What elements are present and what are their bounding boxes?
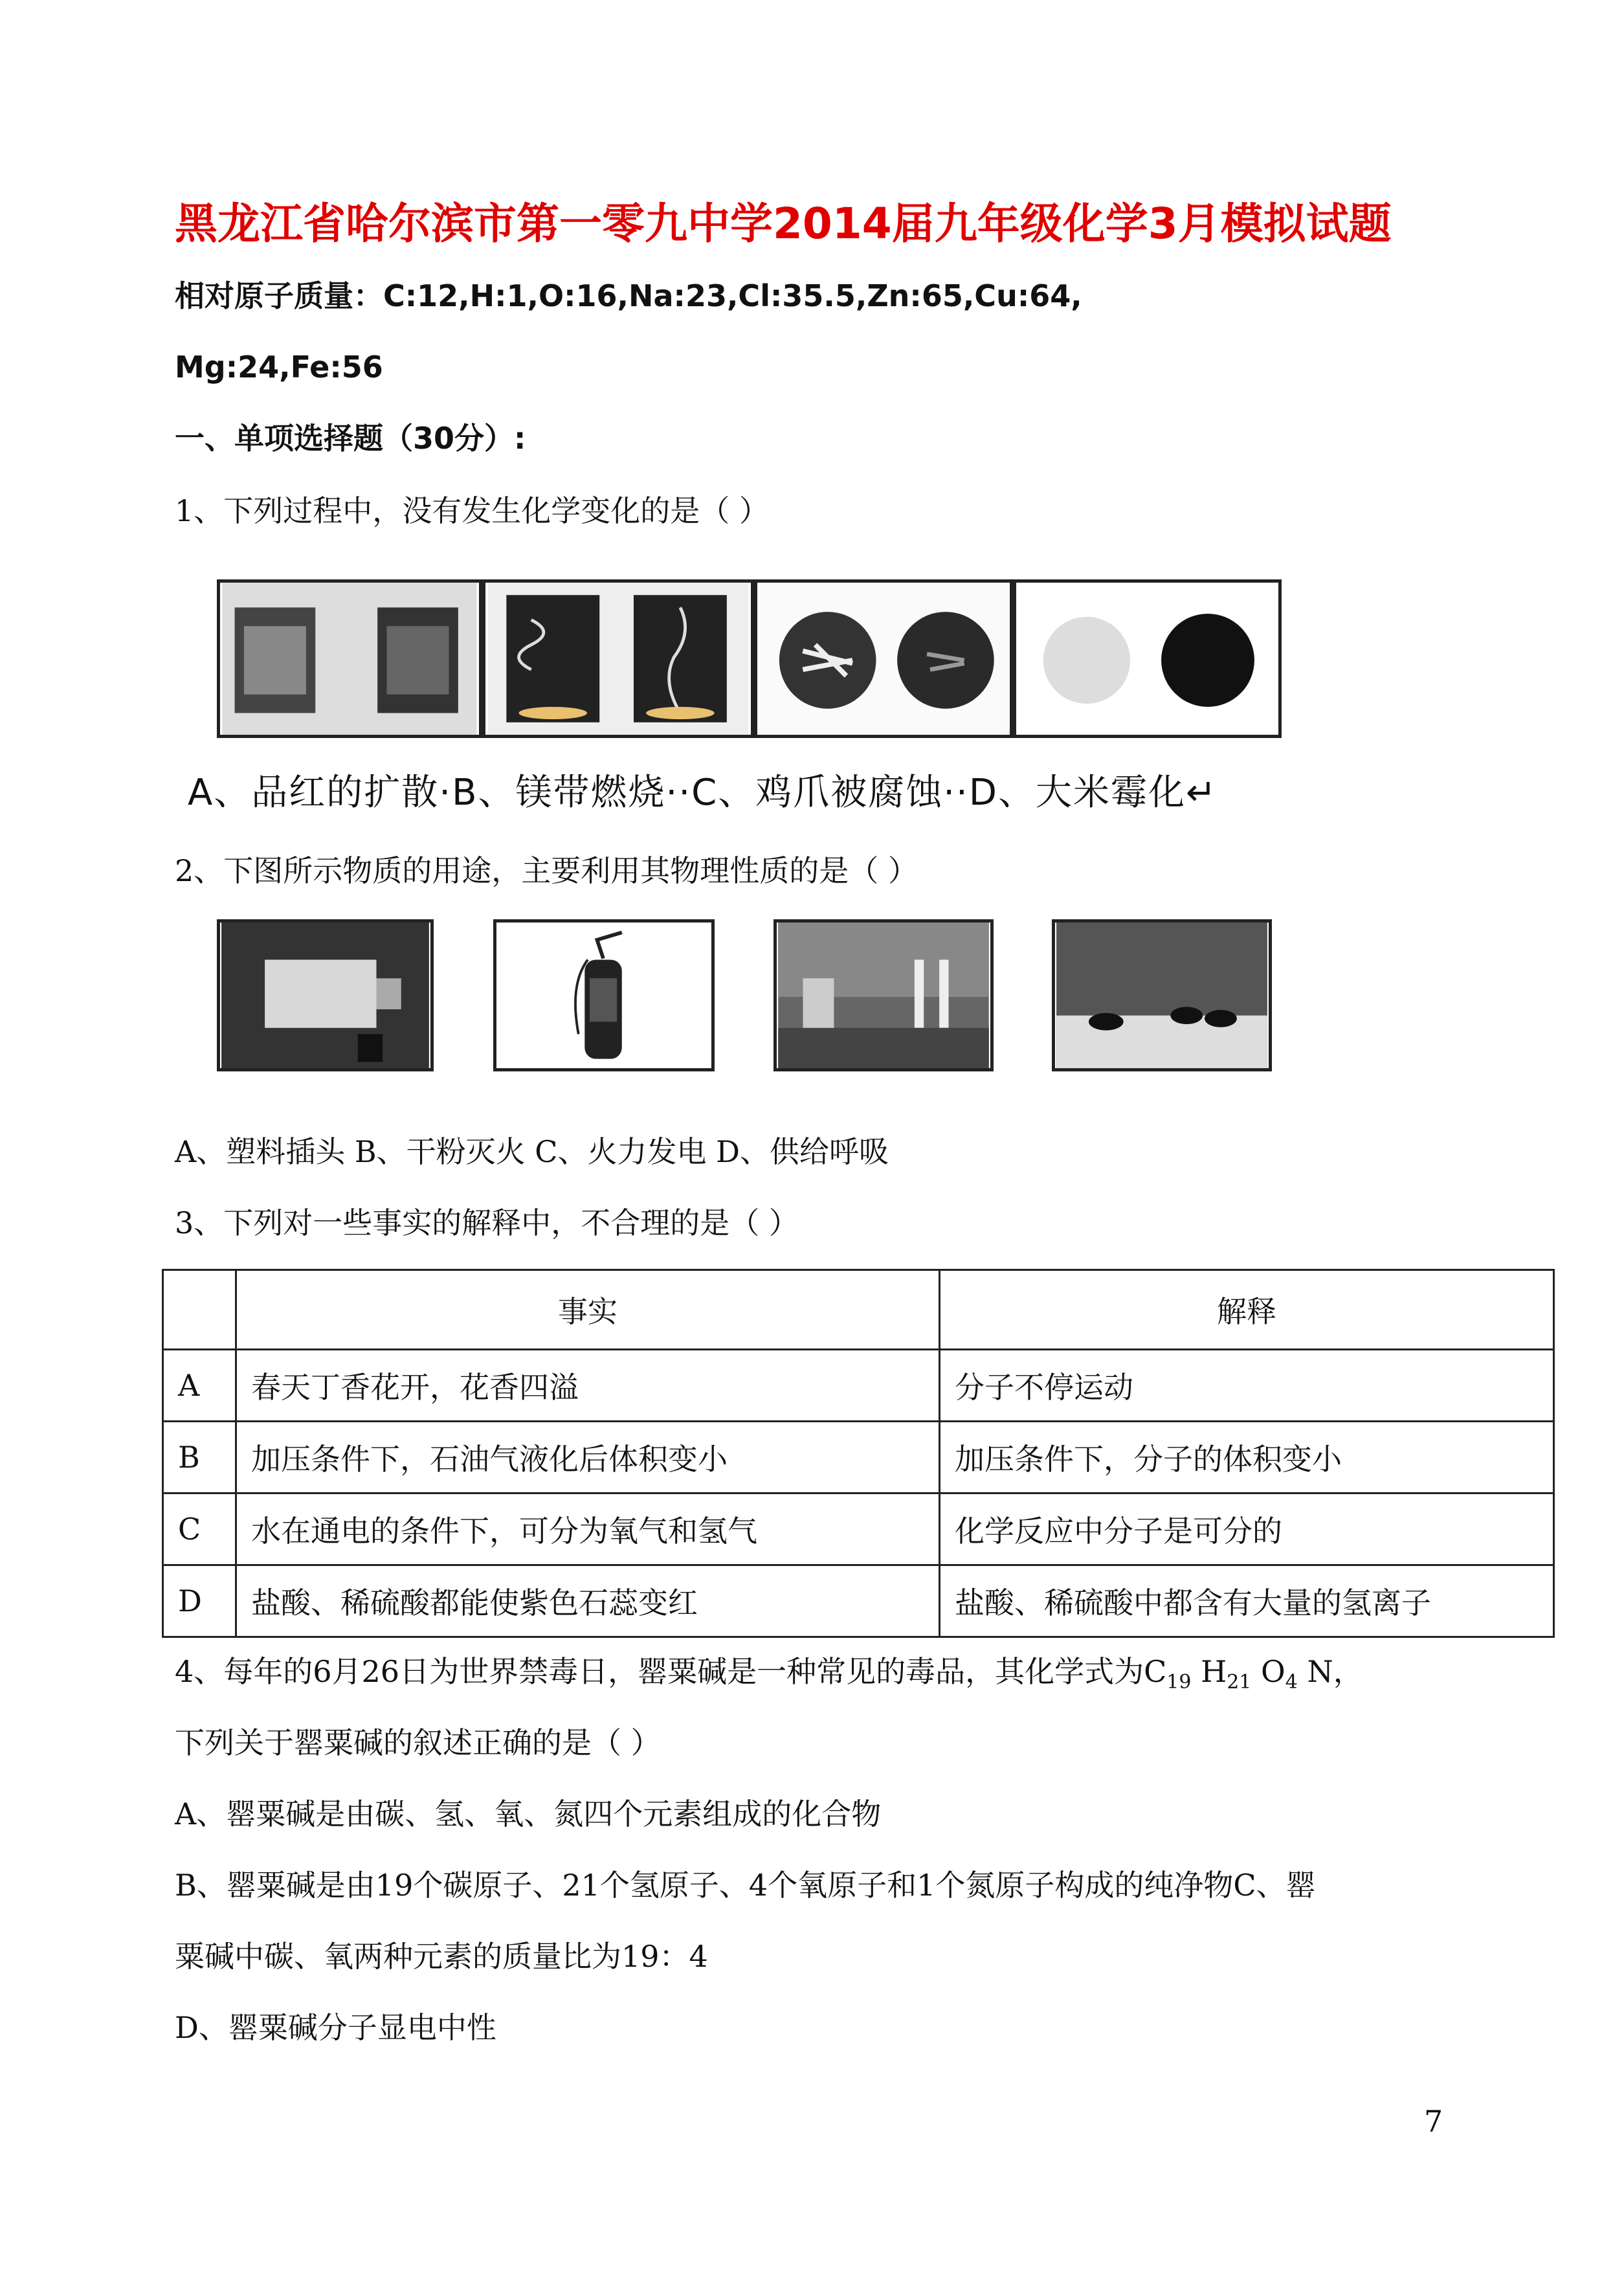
formula-c-subscript: 19 — [1166, 1671, 1192, 1694]
table-header-cell — [163, 1270, 236, 1350]
formula-o: O — [1261, 1654, 1285, 1689]
table-header-cell: 事实 — [236, 1270, 940, 1350]
formula-o-subscript: 4 — [1285, 1671, 1298, 1694]
fire-extinguisher-image — [493, 919, 715, 1071]
atomic-mass-values-2: Mg:24,Fe:56 — [175, 350, 383, 385]
table-header-cell: 解释 — [940, 1270, 1554, 1350]
table-cell: 分子不停运动 — [940, 1350, 1554, 1422]
chicken-claw-image — [754, 579, 1013, 738]
question-4-option-c: 粟碱中碳、氧两种元素的质量比为19：4 — [175, 1939, 708, 1974]
table-cell: 化学反应中分子是可分的 — [940, 1493, 1554, 1565]
formula-c: C — [1144, 1654, 1167, 1689]
table-row — [163, 1493, 1554, 1565]
table-cell: A — [163, 1350, 236, 1422]
atomic-mass-line-1 — [175, 278, 1082, 314]
table-header-row — [163, 1270, 1554, 1350]
question-1-options: A、品红的扩散·B、镁带燃烧··C、鸡爪被腐蚀··D、大米霉化↵ — [188, 772, 1218, 814]
table-cell: 盐酸、稀硫酸中都含有大量的氢离子 — [940, 1565, 1554, 1637]
formula-h: H — [1201, 1654, 1227, 1689]
atomic-mass-values-1: C:12,H:1,O:16,Na:23,Cl:35.5,Zn:65,Cu:64, — [383, 278, 1082, 313]
question-3-table — [162, 1269, 1555, 1638]
atomic-mass-label: 相对原子质量： — [175, 278, 383, 313]
table-row — [163, 1350, 1554, 1422]
question-1-stem: 1、下列过程中，没有发生化学变化的是（ ） — [175, 493, 769, 528]
table-cell: D — [163, 1565, 236, 1637]
table-row — [163, 1565, 1554, 1637]
table-row — [163, 1422, 1554, 1493]
table-cell: C — [163, 1493, 236, 1565]
question-4-option-b: B、罂粟碱是由19个碳原子、21个氢原子、4个氧原子和1个氮原子构成的纯净物C、罂 — [175, 1868, 1316, 1903]
formula-n: N， — [1307, 1654, 1363, 1689]
page-title: 黑龙江省哈尔滨市第一零九中学2014届九年级化学3月模拟试题 — [175, 199, 1392, 249]
table-cell: 春天丁香花开，花香四溢 — [236, 1350, 940, 1422]
rice-mould-image — [1013, 579, 1282, 738]
question-4-stem-line-2: 下列关于罂粟碱的叙述正确的是（ ） — [175, 1725, 661, 1760]
deer-grazing-image — [1052, 919, 1272, 1071]
question-4-stem-line-1 — [175, 1654, 1363, 1694]
formula-h-subscript: 21 — [1227, 1671, 1252, 1694]
question-3-stem: 3、下列对一些事实的解释中，不合理的是（ ） — [175, 1205, 799, 1240]
plastic-plug-image — [217, 919, 434, 1071]
table-cell: B — [163, 1422, 236, 1493]
magnesium-burning-image — [482, 579, 754, 738]
table-cell: 加压条件下，石油气液化后体积变小 — [236, 1422, 940, 1493]
question-4-option-d: D、罂粟碱分子显电中性 — [175, 2010, 496, 2045]
power-plant-image — [773, 919, 994, 1071]
table-cell: 水在通电的条件下，可分为氧气和氢气 — [236, 1493, 940, 1565]
table-cell: 加压条件下，分子的体积变小 — [940, 1422, 1554, 1493]
question-2-options: A、塑料插头 B、干粉灭火 C、火力发电 D、供给呼吸 — [175, 1134, 889, 1169]
question-4-stem-text: 4、每年的6月26日为世界禁毒日，罂粟碱是一种常见的毒品，其化学式为 — [175, 1654, 1144, 1689]
question-4-option-a: A、罂粟碱是由碳、氢、氧、氮四个元素组成的化合物 — [175, 1796, 882, 1831]
page-number: 7 — [1424, 2104, 1443, 2139]
pinkred-diffusion-image — [217, 579, 482, 738]
question-2-stem: 2、下图所示物质的用途，主要利用其物理性质的是（ ） — [175, 853, 918, 888]
table-cell: 盐酸、稀硫酸都能使紫色石蕊变红 — [236, 1565, 940, 1637]
section-heading: 一、单项选择题（30分）: — [175, 421, 526, 456]
